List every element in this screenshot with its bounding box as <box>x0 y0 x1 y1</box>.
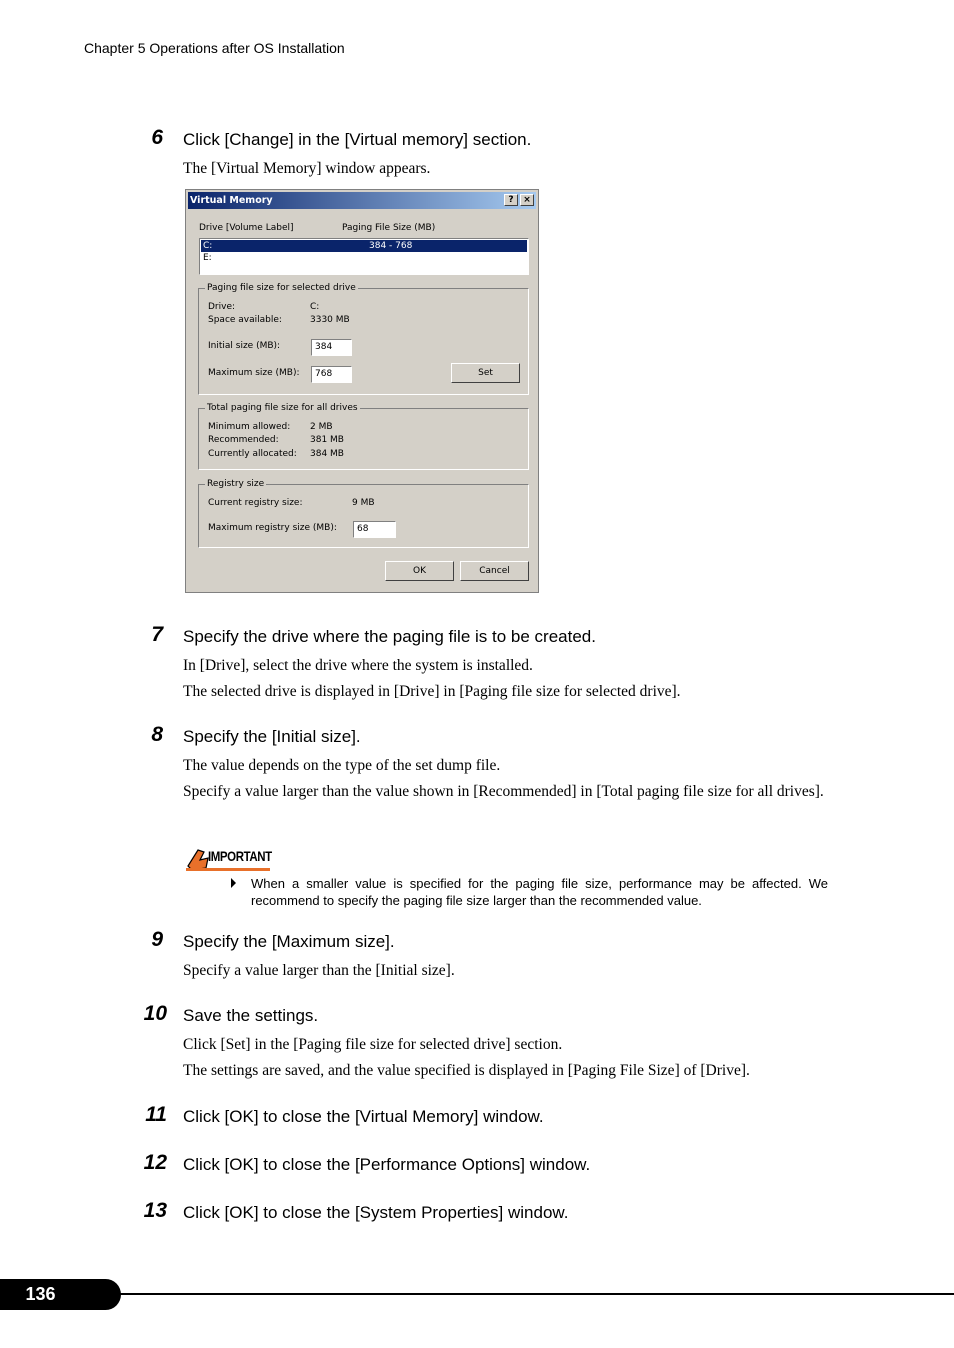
step-number: 8 <box>151 723 163 746</box>
help-icon[interactable]: ? <box>504 194 518 206</box>
step-body: Specify a value larger than the [Initial size]. <box>183 962 455 979</box>
chapter-header: Chapter 5 Operations after OS Installation <box>84 40 345 56</box>
drive-label: Drive: <box>208 302 236 312</box>
drive-list[interactable] <box>199 238 529 275</box>
paging-size: 384 - 768 <box>369 241 413 251</box>
current-registry-label: Current registry size: <box>208 498 303 508</box>
important-badge <box>186 846 270 872</box>
step-title: Click [OK] to close the [Performance Options] window. <box>183 1155 591 1174</box>
step-body: The selected drive is displayed in [Drive] in [Paging file size for selected drive]. <box>183 683 681 700</box>
registry-size-group <box>198 479 529 548</box>
step-number: 7 <box>151 623 163 646</box>
currently-allocated-label: Currently allocated: <box>208 449 297 459</box>
step-number: 12 <box>143 1151 167 1174</box>
selected-drive-group <box>198 283 529 395</box>
set-button[interactable]: Set <box>451 363 520 383</box>
space-label: Space available: <box>208 315 282 325</box>
step-title: Click [OK] to close the [Virtual Memory] window. <box>183 1107 544 1126</box>
step-title: Specify the [Initial size]. <box>183 727 361 746</box>
step-number: 13 <box>143 1199 167 1222</box>
list-item[interactable] <box>201 252 527 264</box>
max-size-label: Maximum size (MB): <box>208 368 300 378</box>
virtual-memory-dialog <box>185 189 539 593</box>
step-title: Save the settings. <box>183 1006 319 1025</box>
initial-size-input[interactable]: 384 <box>311 339 352 356</box>
drive-letter: C: <box>203 241 213 251</box>
currently-allocated-value: 384 MB <box>310 449 344 459</box>
step-number: 6 <box>151 126 163 149</box>
step-body: Specify a value larger than the value shown in [Recommended] in [Total paging file size for all drives]. <box>183 783 824 800</box>
initial-size-label: Initial size (MB): <box>208 341 281 351</box>
group-label: Paging file size for selected drive <box>207 283 356 293</box>
step-title: Click [Change] in the [Virtual memory] section. <box>183 130 532 149</box>
bullet-triangle-icon <box>231 878 236 888</box>
step-body: Click [Set] in the [Paging file size for selected drive] section. <box>183 1036 563 1053</box>
close-icon[interactable]: × <box>520 194 534 206</box>
drive-letter: E: <box>203 253 212 263</box>
ok-button[interactable]: OK <box>385 561 454 581</box>
step-body: In [Drive], select the drive where the system is installed. <box>183 657 533 674</box>
space-value: 3330 MB <box>310 315 350 325</box>
cancel-button[interactable]: Cancel <box>460 561 529 581</box>
step-title: Specify the drive where the paging file is to be created. <box>183 627 596 646</box>
list-item[interactable] <box>201 240 527 252</box>
step-number: 11 <box>145 1103 167 1126</box>
max-registry-label: Maximum registry size (MB): <box>208 523 337 533</box>
step-number: 9 <box>151 928 163 951</box>
page-number: 136 <box>0 1279 121 1310</box>
group-label: Total paging file size for all drives <box>207 403 358 413</box>
max-registry-input[interactable]: 68 <box>353 521 396 538</box>
drive-column-header: Drive [Volume Label] <box>199 223 294 233</box>
min-allowed-label: Minimum allowed: <box>208 422 291 432</box>
recommended-value: 381 MB <box>310 435 344 445</box>
max-size-input[interactable]: 768 <box>311 366 352 383</box>
important-note: When a smaller value is specified for the paging file size, performance may be affected. We recommend to specify the paging file size larger than the recommended value. <box>251 876 828 908</box>
step-title: Specify the [Maximum size]. <box>183 932 395 951</box>
drive-value: C: <box>310 302 320 312</box>
step-title: Click [OK] to close the [System Properties] window. <box>183 1203 569 1222</box>
size-column-header: Paging File Size (MB) <box>342 223 436 233</box>
step-body: The value depends on the type of the set dump file. <box>183 757 501 774</box>
group-label: Registry size <box>207 479 265 489</box>
current-registry-value: 9 MB <box>352 498 375 508</box>
total-paging-group <box>198 403 529 470</box>
dialog-titlebar <box>188 192 536 209</box>
dialog-title: Virtual Memory <box>190 195 273 206</box>
footer-rule <box>100 1293 954 1295</box>
step-number: 10 <box>143 1002 167 1025</box>
step-body: The settings are saved, and the value specified is displayed in [Paging File Size] of [Drive]. <box>183 1062 750 1079</box>
recommended-label: Recommended: <box>208 435 279 445</box>
important-label: IMPORTANT <box>208 848 272 864</box>
step-body: The [Virtual Memory] window appears. <box>183 160 431 177</box>
min-allowed-value: 2 MB <box>310 422 333 432</box>
